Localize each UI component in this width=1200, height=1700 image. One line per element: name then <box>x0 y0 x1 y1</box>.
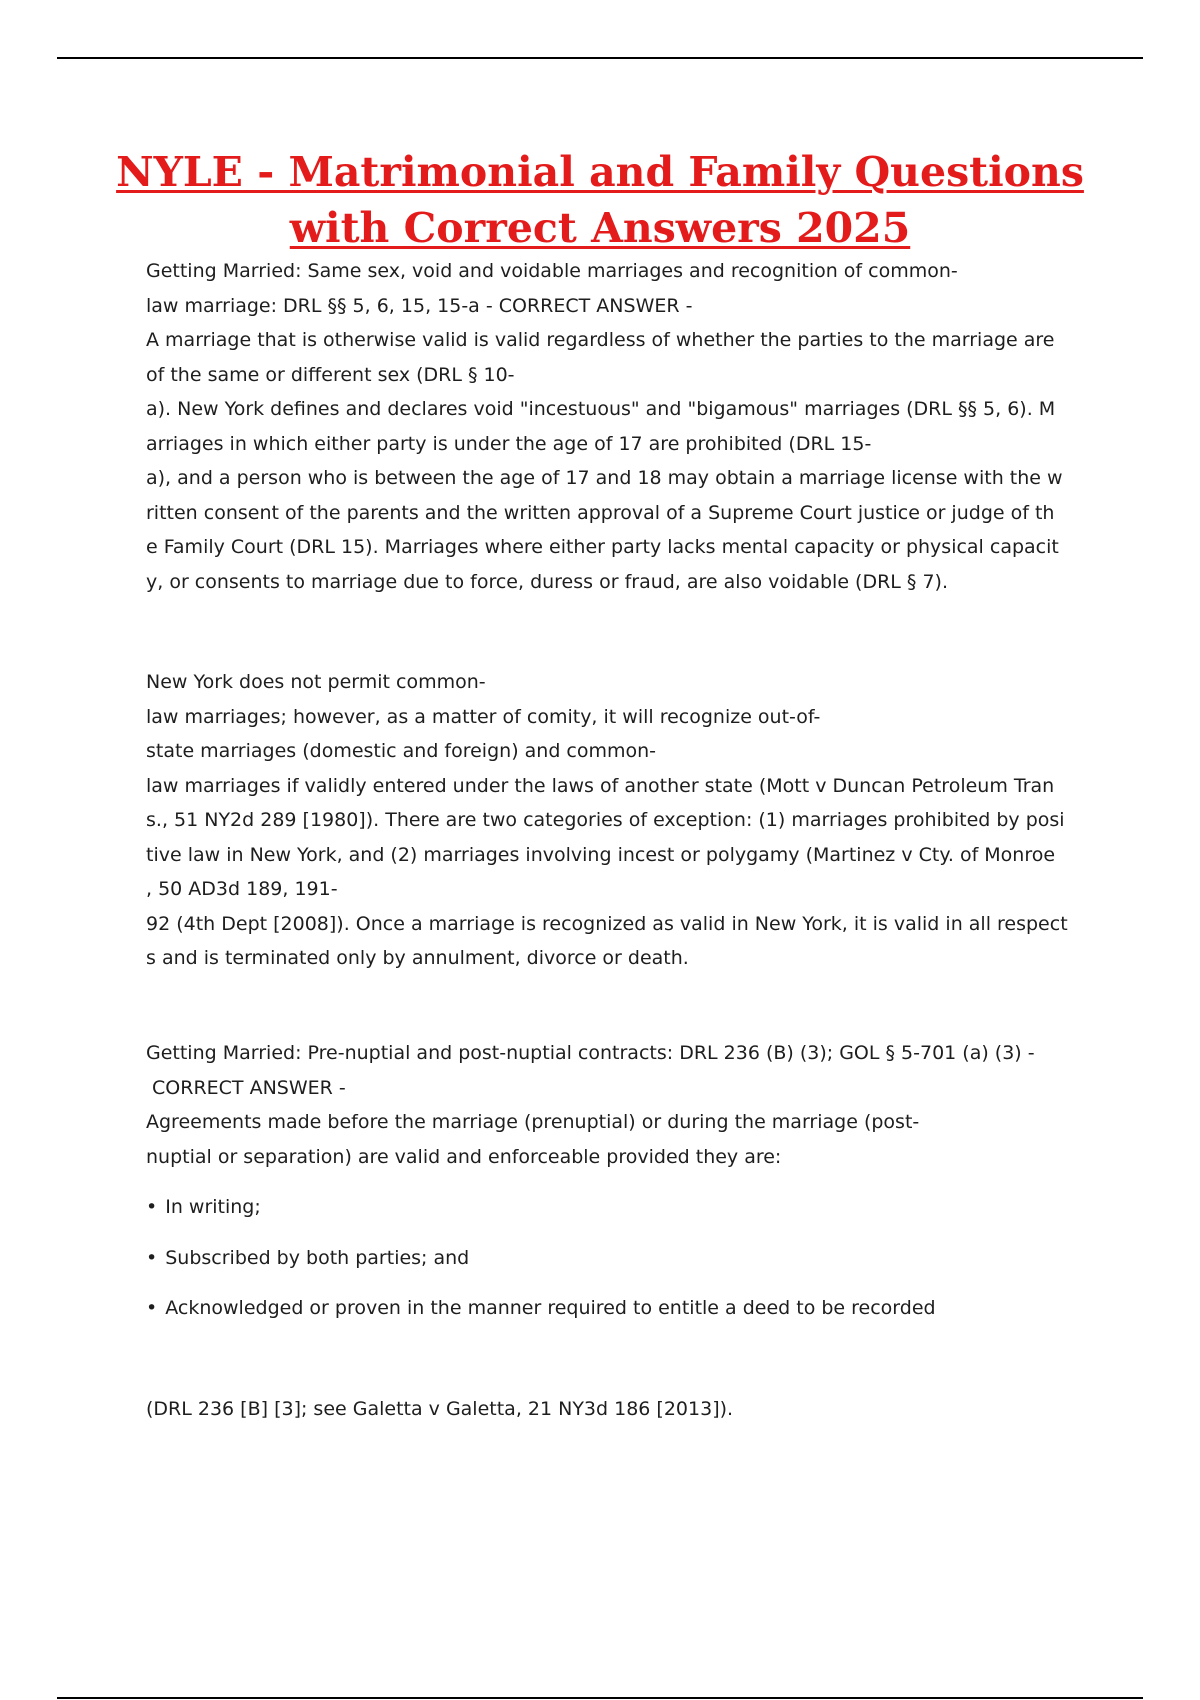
section-prenuptial-contracts <box>146 1036 1106 1174</box>
answer-line: tive law in New York, and (2) marriages involving incest or polygamy (Martinez v Cty. of Monroe <box>146 843 1056 866</box>
answer-line: s., 51 NY2d 289 [1980]). There are two categories of exception: (1) marriages prohibited by posi <box>146 809 1065 831</box>
question-line: law marriage: DRL §§ 5, 6, 15, 15-a - CORRECT ANSWER - <box>146 294 693 317</box>
question-line: Getting Married: Pre-nuptial and post-nuptial contracts: DRL 236 (B) (3); GOL § 5-701 (a) (3) - <box>146 1042 1035 1064</box>
answer-line: New York does not permit common- <box>146 671 486 693</box>
list-item-text: In writing; <box>165 1196 261 1218</box>
list-item-text: Acknowledged or proven in the manner required to entitle a deed to be recorded <box>165 1297 936 1319</box>
document-title <box>100 144 1100 256</box>
answer-line: Agreements made before the marriage (prenuptial) or during the marriage (post- <box>146 1111 920 1133</box>
answer-line: state marriages (domestic and foreign) and common- <box>146 740 657 762</box>
top-divider <box>57 57 1143 59</box>
answer-line: law marriages if validly entered under the laws of another state (Mott v Duncan Petroleum Tran <box>146 774 1055 797</box>
bottom-divider <box>57 1697 1143 1699</box>
list-item <box>146 1241 936 1292</box>
answer-line: e Family Court (DRL 15). Marriages where either party lacks mental capacity or physical capacit <box>146 536 1059 558</box>
answer-line: y, or consents to marriage due to force, duress or fraud, are also voidable (DRL § 7). <box>146 570 949 593</box>
answer-line: arriages in which either party is under the age of 17 are prohibited (DRL 15- <box>146 432 872 455</box>
title-line-1: NYLE - Matrimonial and Family Questions <box>116 148 1084 196</box>
requirements-list <box>146 1190 936 1342</box>
answer-line: A marriage that is otherwise valid is valid regardless of whether the parties to the marriage are <box>146 329 1055 351</box>
title-line-2: with Correct Answers 2025 <box>289 204 911 252</box>
answer-line: nuptial or separation) are valid and enforceable provided they are: <box>146 1145 782 1168</box>
question-line: Getting Married: Same sex, void and voidable marriages and recognition of common- <box>146 260 958 282</box>
answer-line: , 50 AD3d 189, 191- <box>146 878 338 900</box>
answer-line: law marriages; however, as a matter of comity, it will recognize out-of- <box>146 705 821 728</box>
question-line: CORRECT ANSWER - <box>146 1076 346 1099</box>
bullet-icon: • <box>146 1196 158 1218</box>
section-common-law-marriage <box>146 665 1106 976</box>
bullet-icon: • <box>146 1246 158 1269</box>
answer-line: of the same or different sex (DRL § 10- <box>146 363 515 386</box>
answer-line: ritten consent of the parents and the written approval of a Supreme Court justice or judge of th <box>146 501 1055 524</box>
section-same-sex-void-voidable <box>146 254 1106 599</box>
answer-line: 92 (4th Dept [2008]). Once a marriage is recognized as valid in New York, it is valid in all respect <box>146 912 1068 935</box>
bullet-icon: • <box>146 1297 158 1319</box>
answer-line: a), and a person who is between the age of 17 and 18 may obtain a marriage license with the w <box>146 467 1063 489</box>
list-item-text: Subscribed by both parties; and <box>165 1246 470 1269</box>
list-item <box>146 1291 936 1342</box>
answer-line: s and is terminated only by annulment, divorce or death. <box>146 947 689 969</box>
list-item <box>146 1190 936 1241</box>
answer-line: a). New York defines and declares void "incestuous" and "bigamous" marriages (DRL §§ 5, 6). M <box>146 398 1056 420</box>
citation: (DRL 236 [B] [3]; see Galetta v Galetta, 21 NY3d 186 [2013]). <box>146 1398 734 1420</box>
